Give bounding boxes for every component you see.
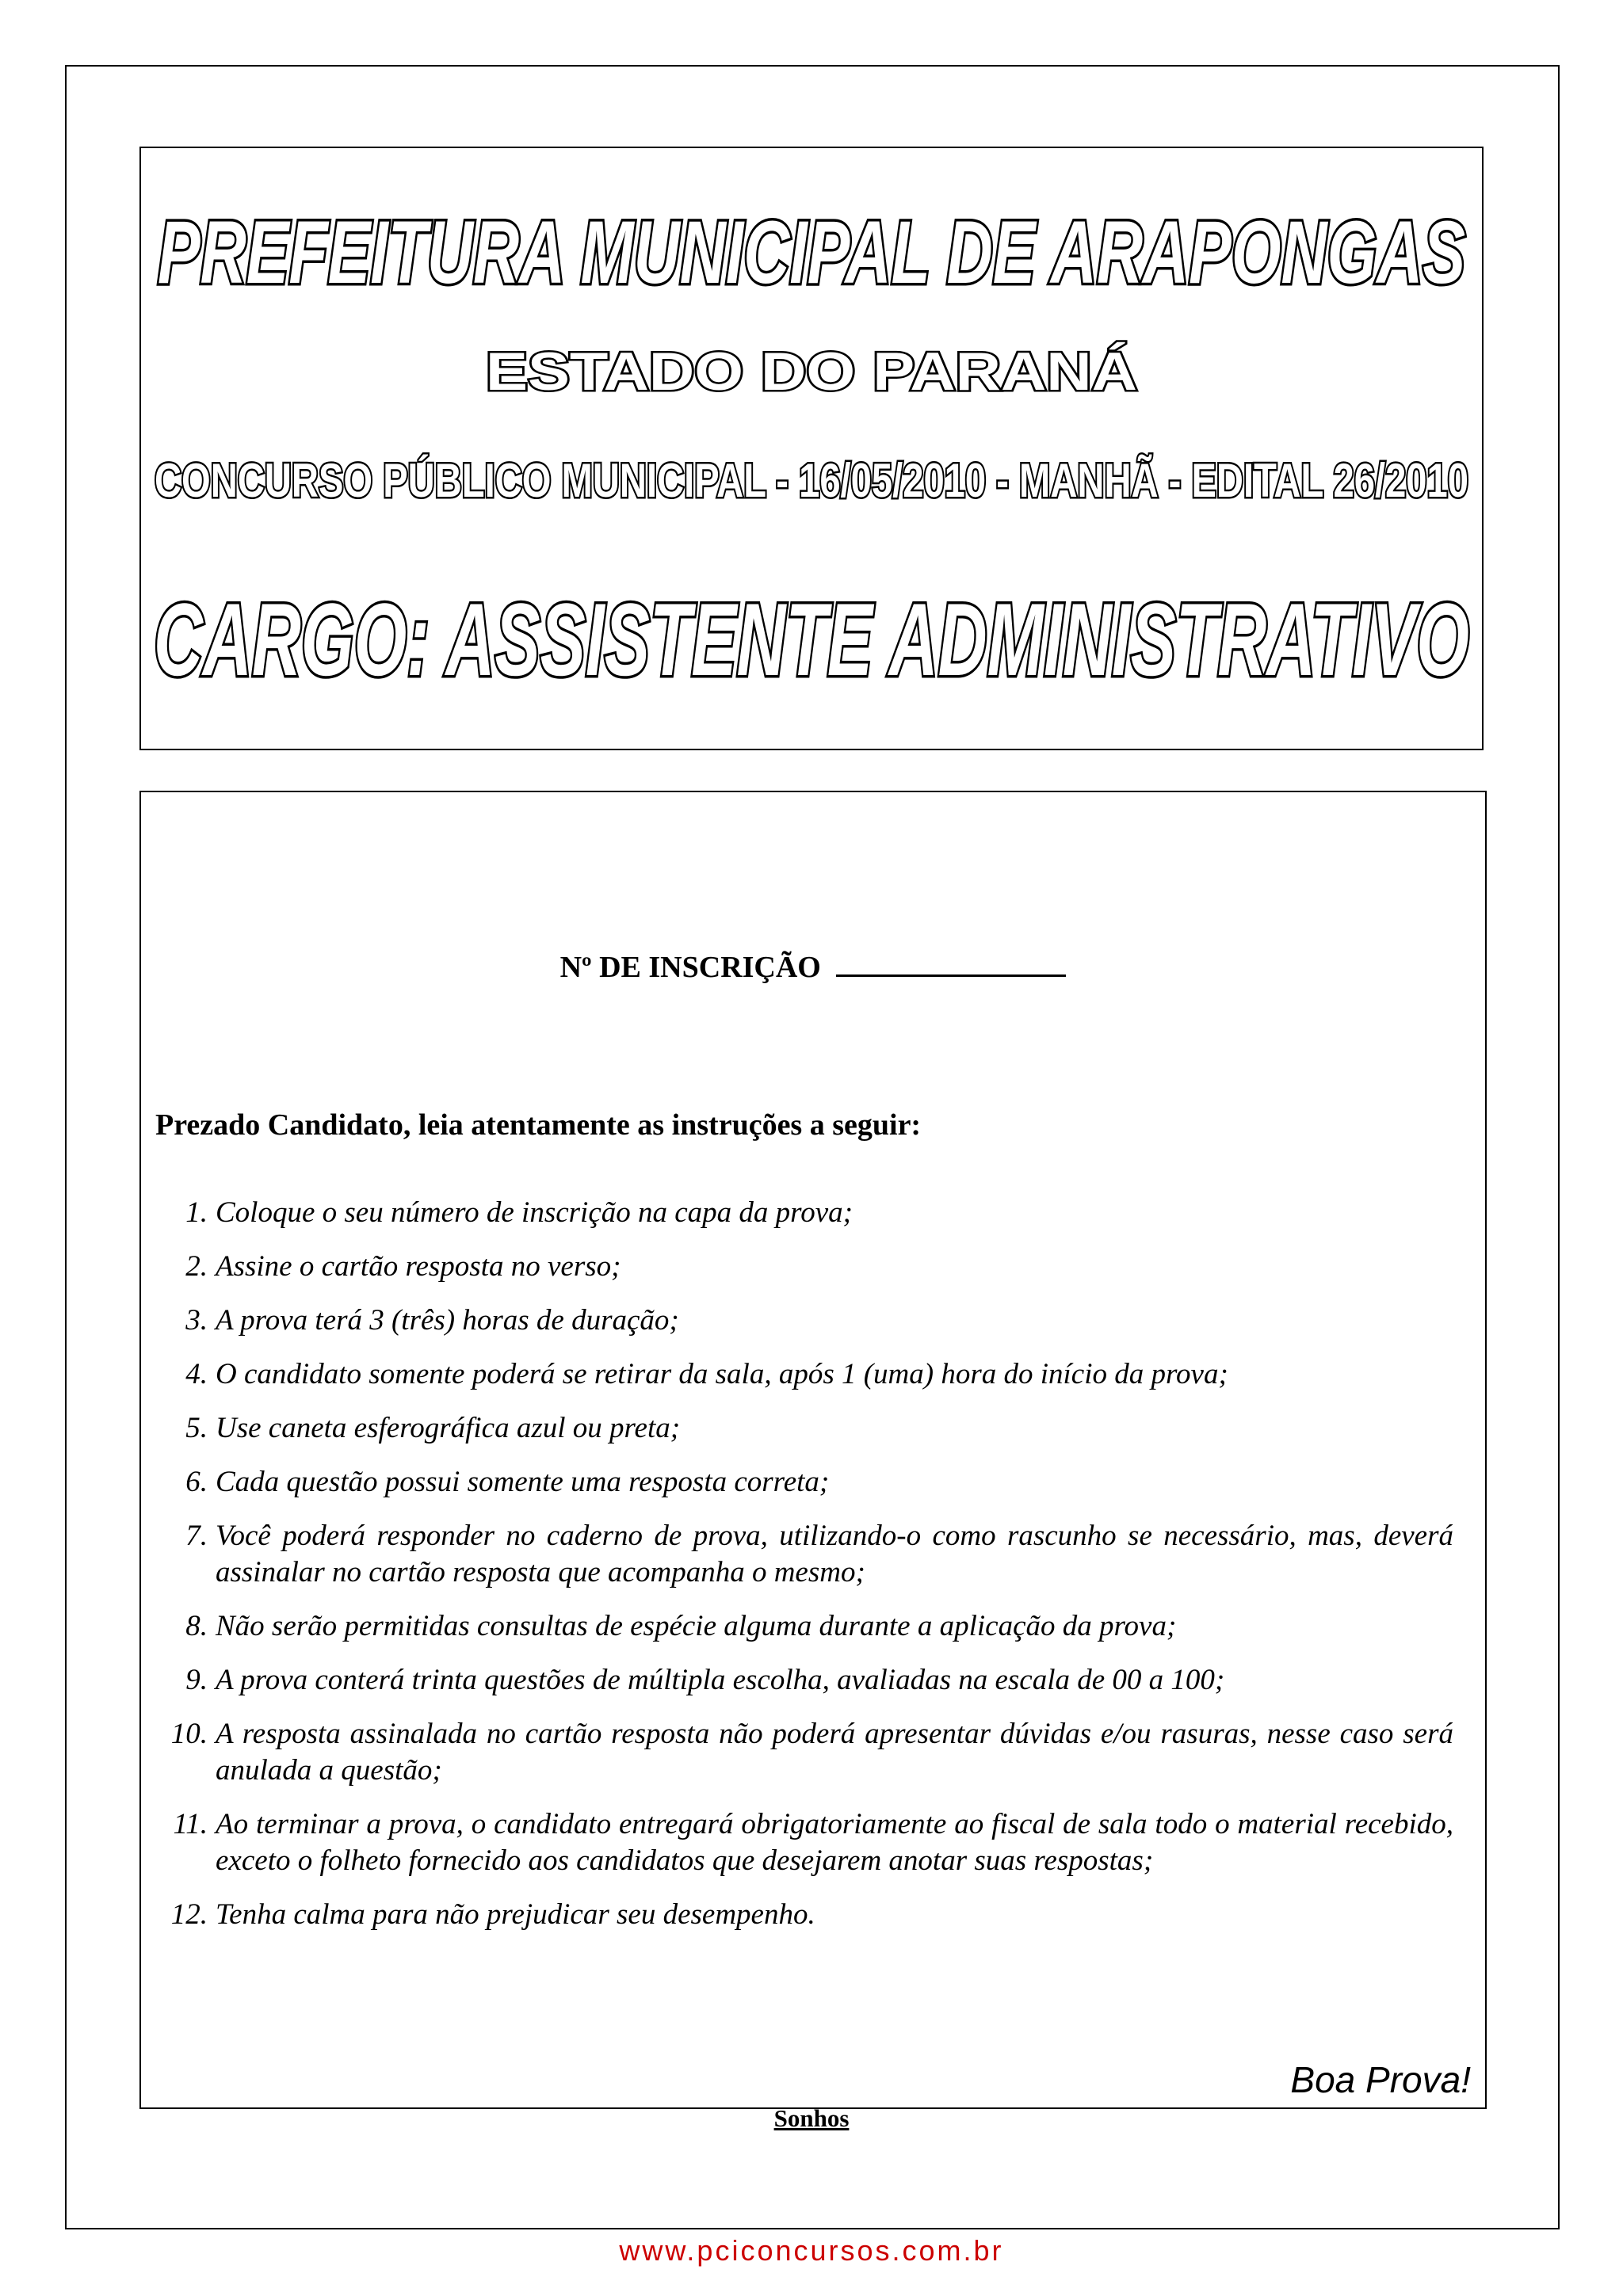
footer-url[interactable]: www.pciconcursos.com.br [619,2234,1004,2267]
instruction-number: 8. [185,1610,208,1642]
sonhos-label: Sonhos [773,2104,850,2132]
instruction-number: 12. [170,1898,208,1931]
registration-number-blank[interactable] [836,948,1066,977]
instructions-intro: Prezado Candidato, leia atentamente as instruções a seguir: [155,1108,922,1142]
instruction-item [166,1249,1453,1285]
instruction-number: 2. [185,1250,208,1283]
instruction-item [166,1464,1453,1501]
instruction-number: 11. [173,1808,208,1840]
instruction-item [166,1716,1453,1789]
instruction-text: Ao terminar a prova, o candidato entregará obrigatoriamente ao fiscal de sala todo o material recebido, exceto o folheto fornecido aos candidatos que desejarem anotar suas respostas; [216,1808,1453,1877]
instruction-item [166,1356,1453,1393]
instruction-text: A prova terá 3 (três) horas de duração; [216,1304,679,1337]
registration-label: Nº DE INSCRIÇÃO [559,951,821,984]
instructions-list [166,1195,1453,1951]
instruction-item [166,1806,1453,1879]
instruction-number: 1. [185,1196,208,1229]
header-line-estado: ESTADO DO PARANÁ [486,341,1137,402]
instruction-text: Você poderá responder no caderno de prova, utilizando-o como rascunho se necessário, mas, deverá assinalar no cartão resposta que acompanha o mesmo; [216,1520,1453,1589]
instruction-item [166,1195,1453,1231]
instruction-number: 7. [185,1520,208,1552]
instruction-number: 6. [185,1466,208,1498]
header-box [139,147,1484,750]
instruction-number: 10. [170,1718,208,1750]
header-title-graphic [141,148,1482,749]
instruction-item [166,1518,1453,1591]
instruction-text: A prova conterá trinta questões de múltipla escolha, avaliadas na escala de 00 a 100; [216,1664,1225,1696]
instruction-number: 5. [185,1412,208,1444]
instruction-item [166,1302,1453,1339]
instruction-text: Coloque o seu número de inscrição na capa da prova; [216,1196,853,1229]
header-line-prefeitura: PREFEITURA MUNICIPAL DE ARAPONGAS [158,203,1465,302]
instruction-item [166,1897,1453,1933]
instruction-text: O candidato somente poderá se retirar da sala, após 1 (uma) hora do início da prova; [216,1358,1228,1390]
instruction-item [166,1410,1453,1447]
instruction-item [166,1608,1453,1645]
instruction-text: Use caneta esferográfica azul ou preta; [216,1412,681,1444]
registration-number-line [141,948,1485,985]
closing-message: Boa Prova! [1290,2059,1471,2100]
header-line-cargo: CARGO: ASSISTENTE ADMINISTRATIVO [154,582,1469,697]
instruction-number: 4. [185,1358,208,1390]
instruction-text: Cada questão possui somente uma resposta correta; [216,1466,830,1498]
instruction-text: Tenha calma para não prejudicar seu desempenho. [216,1898,815,1931]
instructions-box [139,791,1487,2109]
instruction-text: A resposta assinalada no cartão resposta não poderá apresentar dúvidas e/ou rasuras, nesse caso será anulada a questão; [216,1718,1453,1787]
instruction-number: 3. [185,1304,208,1337]
header-line-concurso: CONCURSO PÚBLICO MUNICIPAL - 16/05/2010 - MANHÃ - EDITAL 26/2010 [155,454,1468,507]
instruction-text: Não serão permitidas consultas de espécie alguma durante a aplicação da prova; [216,1610,1177,1642]
instruction-item [166,1662,1453,1699]
instruction-number: 9. [185,1664,208,1696]
instruction-text: Assine o cartão resposta no verso; [216,1250,621,1283]
